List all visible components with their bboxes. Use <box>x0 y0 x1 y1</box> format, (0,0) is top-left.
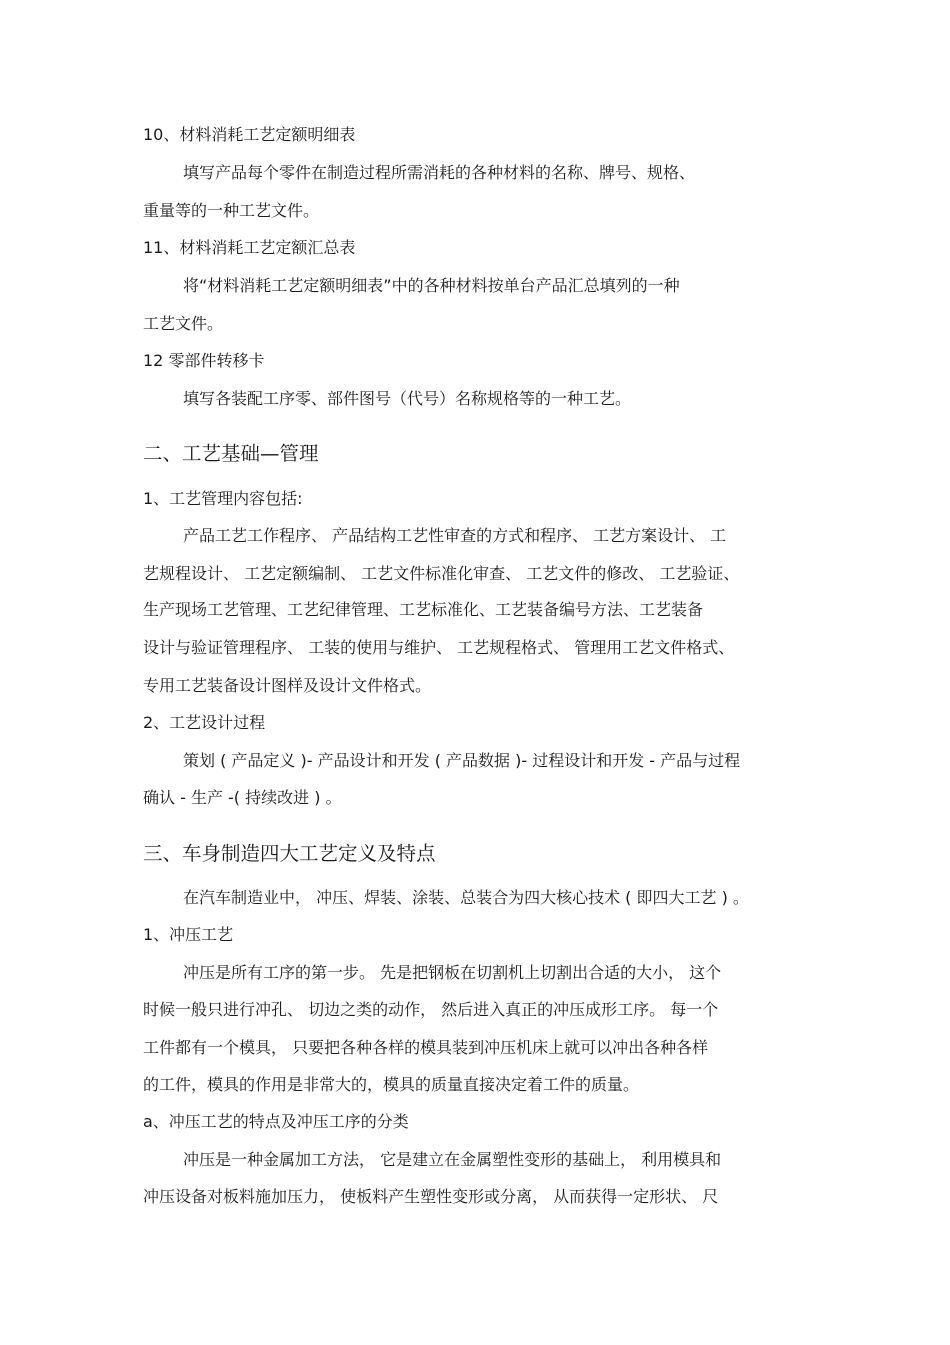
body-line: 冲压是所有工序的第一步。 先是把钢板在切割机上切割出合适的大小， 这个 <box>183 963 722 982</box>
body-line: 产品工艺工作程序、 产品结构工艺性审查的方式和程序、 工艺方案设计、 工 <box>183 526 727 545</box>
body-line: 在汽车制造业中， 冲压、焊装、涂装、总装合为四大核心技术 ( 即四大工艺 ) 。 <box>183 888 749 907</box>
body-line: 的工件，模具的作用是非常大的，模具的质量直接决定着工件的质量。 <box>143 1075 640 1094</box>
section-heading-3: 三、车身制造四大工艺定义及特点 <box>143 842 436 865</box>
body-line: 生产现场工艺管理、工艺纪律管理、工艺标准化、工艺装备编号方法、工艺装备 <box>143 600 704 619</box>
subsection-title: 2、工艺设计过程 <box>143 713 266 732</box>
body-line: 设计与验证管理程序、 工装的使用与维护、 工艺规程格式、 管理用工艺文件格式、 <box>143 638 735 657</box>
body-line: 工艺文件。 <box>143 314 224 333</box>
body-line: 策划 ( 产品定义 )- 产品设计和开发 ( 产品数据 )- 过程设计和开发 - 产品与过程 <box>183 751 741 770</box>
body-line: 时候一般只进行冲孔、 切边之类的动作， 然后进入真正的冲压成形工序。 每一个 <box>143 1000 719 1019</box>
body-line: 将“材料消耗工艺定额明细表”中的各种材料按单台产品汇总填列的一种 <box>183 276 680 295</box>
item-10-title: 10、材料消耗工艺定额明细表 <box>143 125 356 144</box>
item-12-title: 12 零部件转移卡 <box>143 351 265 370</box>
body-line: 艺规程设计、 工艺定额编制、 工艺文件标准化审查、 工艺文件的修改、 工艺验证、 <box>143 564 740 583</box>
item-11-title: 11、材料消耗工艺定额汇总表 <box>143 238 356 257</box>
subsection-title: a、冲压工艺的特点及冲压工序的分类 <box>143 1112 409 1131</box>
body-line: 冲压是一种金属加工方法， 它是建立在金属塑性变形的基础上， 利用模具和 <box>183 1150 722 1169</box>
body-line: 重量等的一种工艺文件。 <box>143 201 320 220</box>
section-heading-2: 二、工艺基础—管理 <box>143 442 319 465</box>
subsection-title: 1、工艺管理内容包括: <box>143 489 303 508</box>
body-line: 填写产品每个零件在制造过程所需消耗的各种材料的名称、牌号、规格、 <box>183 163 696 182</box>
body-line: 确认 - 生产 -( 持续改进 ) 。 <box>143 788 342 807</box>
body-line: 填写各装配工序零、部件图号（代号）名称规格等的一种工艺。 <box>183 389 632 408</box>
body-line: 冲压设备对板料施加压力， 使板料产生塑性变形或分离， 从而获得一定形状、 尺 <box>143 1187 719 1206</box>
body-line: 专用工艺装备设计图样及设计文件格式。 <box>143 676 432 695</box>
subsection-title: 1、冲压工艺 <box>143 925 234 944</box>
body-line: 工件都有一个模具， 只要把各种各样的模具装到冲压机床上就可以冲出各种各样 <box>143 1038 709 1057</box>
